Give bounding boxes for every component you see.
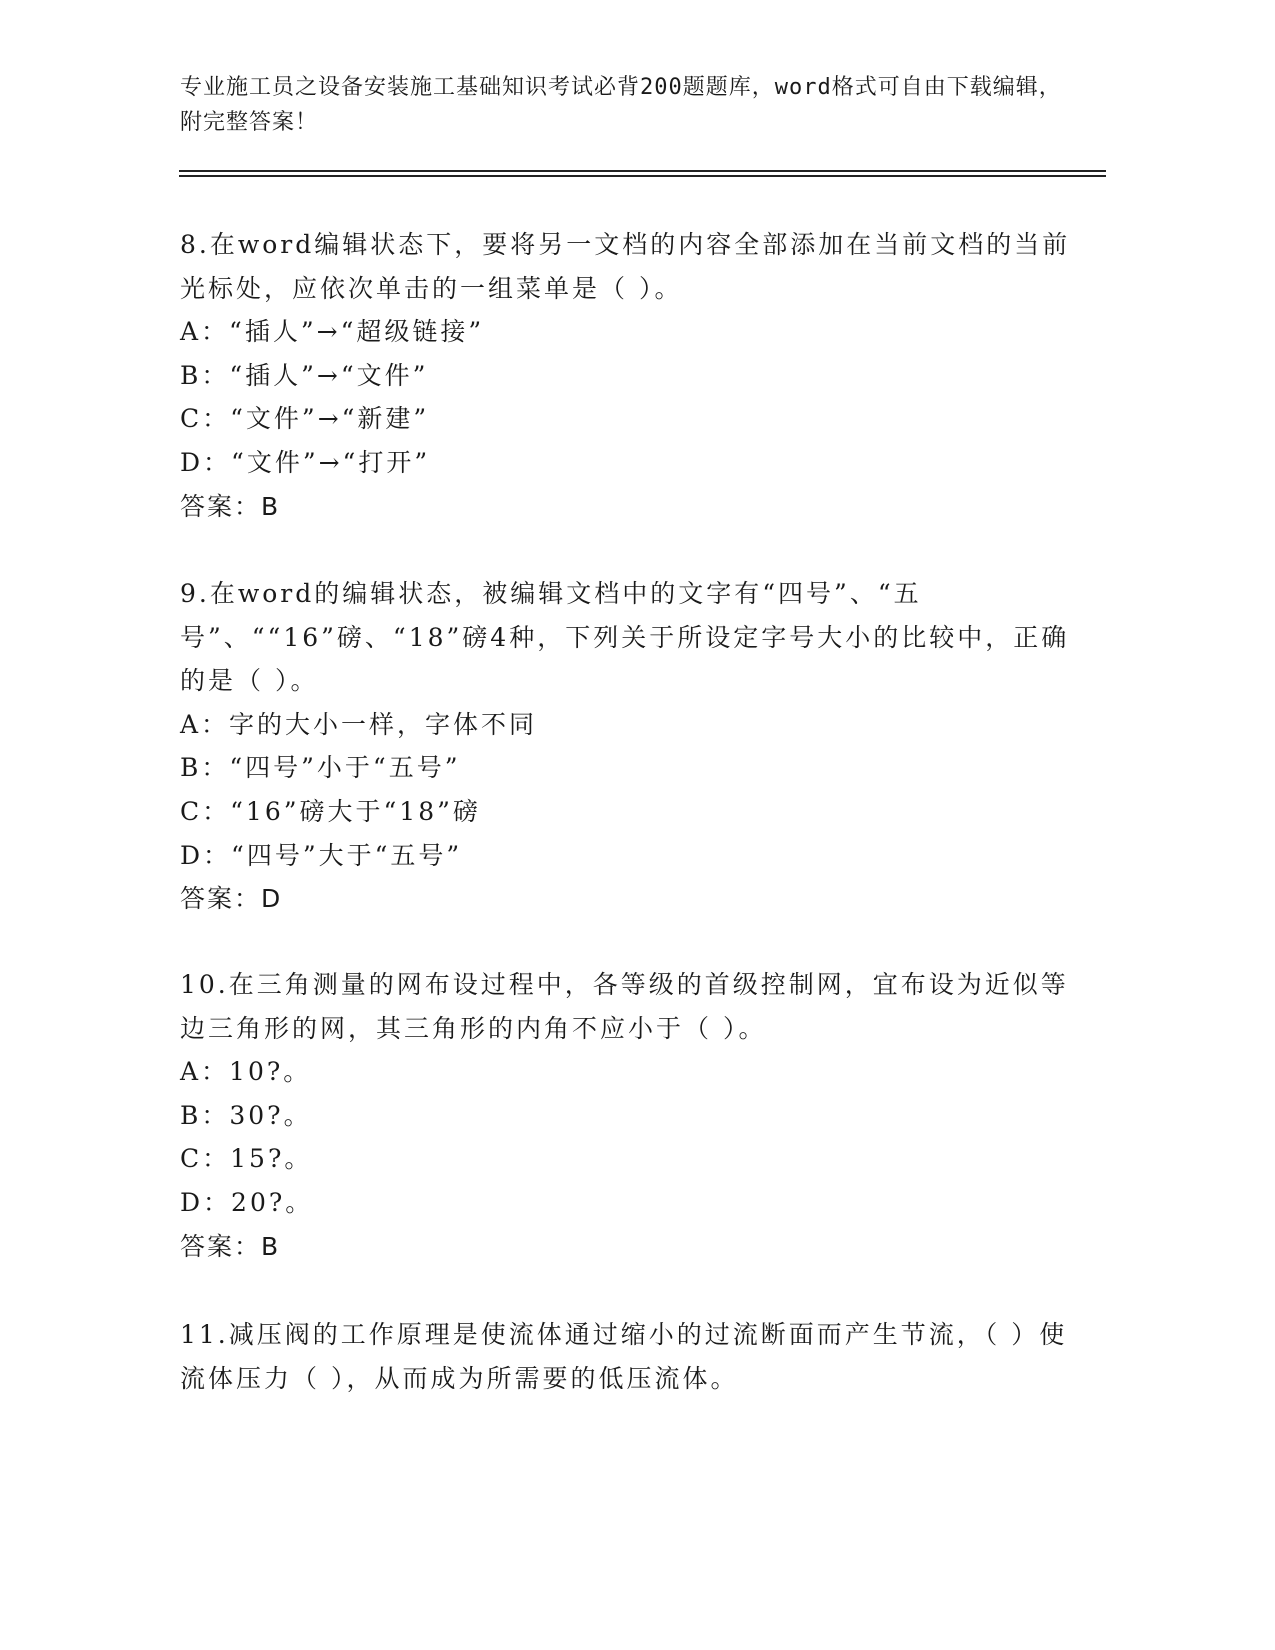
option-b: B：“插人”→“文件” [180,360,429,390]
answer-label: 答案：D [180,884,283,914]
option-b: B：30?。 [180,1100,312,1130]
option-c: C：“16”磅大于“18”磅 [180,796,481,826]
header-text: 专业施工员之设备安装施工基础知识考试必背200题题库，word格式可自由下载编辑，附完整答案！ [180,75,1062,135]
option-d: D：“文件”→“打开” [180,447,431,477]
header-divider-bottom [179,175,1106,177]
question-10 [180,963,1080,1268]
option-c: C：15?。 [180,1144,313,1174]
question-text: 11.减压阀的工作原理是使流体通过缩小的过流断面而产生节流，（ ）使流体压力（ ），从而成为所需要的低压流体。 [180,1320,1068,1393]
question-11 [180,1313,1080,1400]
question-9 [180,572,1080,921]
option-a: A：“插人”→“超级链接” [180,317,485,347]
option-a: A：10?。 [180,1057,312,1087]
document-header [180,70,1080,140]
question-8 [180,223,1080,528]
question-text: 10.在三角测量的网布设过程中，各等级的首级控制网，宜布设为近似等边三角形的网，其三角形的内角不应小于（ ）。 [180,970,1069,1043]
question-text: 9.在word的编辑状态，被编辑文档中的文字有“四号”、“五号”、““16”磅、“18”磅4种，下列关于所设定字号大小的比较中，正确的是（ ）。 [180,579,1070,696]
option-c: C：“文件”→“新建” [180,404,430,434]
option-b: B：“四号”小于“五号” [180,753,461,783]
option-d: D：“四号”大于“五号” [180,840,463,870]
header-divider-top [179,170,1106,172]
answer-label: 答案：B [180,491,281,521]
option-a: A：字的大小一样，字体不同 [180,709,538,739]
answer-label: 答案：B [180,1231,281,1261]
question-text: 8.在word编辑状态下，要将另一文档的内容全部添加在当前文档的当前光标处，应依次单击的一组菜单是（ ）。 [180,230,1071,303]
option-d: D：20?。 [180,1187,314,1217]
